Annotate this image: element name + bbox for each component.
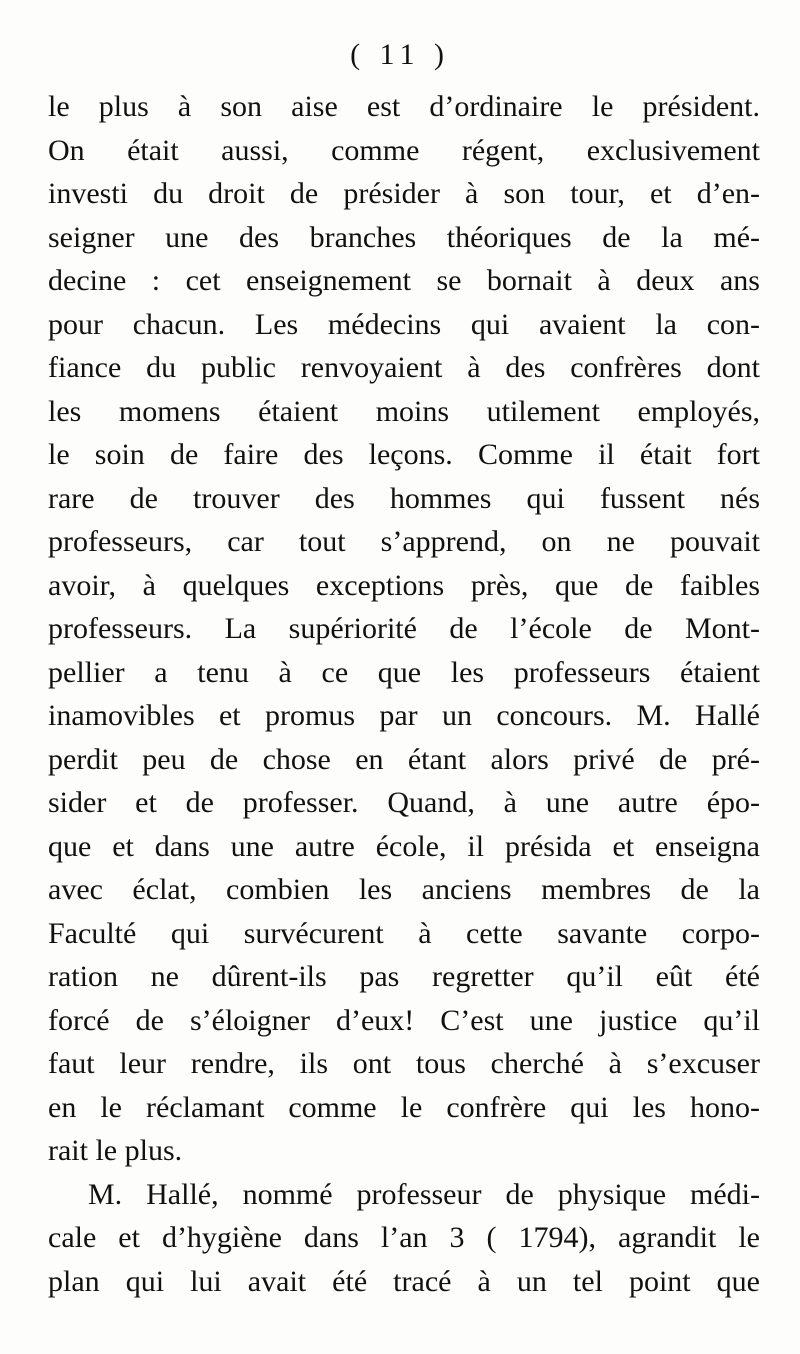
text-line: investi du droit de présider à son tour, et d’en-	[48, 177, 760, 210]
text-line: sider et de professer. Quand, à une autre épo-	[48, 786, 760, 819]
page-number: ( 11 )	[350, 38, 450, 71]
text-line: pour chacun. Les médecins qui avaient la con-	[48, 307, 760, 341]
text-line: decine : cet enseignement se bornait à deux ans	[48, 264, 760, 297]
text-line: que et dans une autre école, il présida et enseigna	[48, 829, 760, 863]
text-line: le soin de faire des leçons. Comme il était fort	[48, 438, 760, 471]
text-line: forcé de s’éloigner d’eux! C’est une justice qu’il	[48, 1003, 760, 1037]
text-line: le plus à son aise est d’ordinaire le président.	[48, 90, 760, 123]
text-line: rare de trouver des hommes qui fussent nés	[48, 481, 760, 515]
text-line: Faculté qui survécurent à cette savante corpo-	[48, 916, 760, 950]
text-line: ration ne dûrent-ils pas regretter qu’il eût été	[48, 960, 760, 993]
body-text	[48, 85, 760, 1303]
text-line: avec éclat, combien les anciens membres de la	[48, 873, 760, 906]
text-line: plan qui lui avait été tracé à un tel point que	[48, 1264, 760, 1298]
text-line: perdit peu de chose en étant alors privé de pré-	[48, 742, 760, 776]
text-line: en le réclamant comme le confrère qui les hono-	[48, 1090, 760, 1124]
text-line: fiance du public renvoyaient à des confrères dont	[48, 351, 760, 384]
text-line: faut leur rendre, ils ont tous cherché à s’excuser	[48, 1047, 760, 1080]
text-line: seigner une des branches théoriques de la mé-	[48, 220, 760, 254]
paragraph-end-line: rait le plus.	[48, 1134, 183, 1167]
text-line: cale et d’hygiène dans l’an 3 ( 1794), agrandit le	[48, 1221, 760, 1254]
text-line: professeurs, car tout s’apprend, on ne pouvait	[48, 525, 760, 558]
text-line: inamovibles et promus par un concours. M. Hallé	[48, 699, 760, 732]
text-line: professeurs. La supériorité de l’école de Mont-	[48, 612, 760, 645]
text-line: pellier a tenu à ce que les professeurs étaient	[48, 655, 760, 689]
text-line: avoir, à quelques exceptions près, que de faibles	[48, 568, 760, 602]
paragraph-start-line: M. Hallé, nommé professeur de physique médi-	[88, 1177, 760, 1211]
text-line: On était aussi, comme régent, exclusivement	[48, 133, 760, 167]
text-line: les momens étaient moins utilement employés,	[48, 394, 760, 428]
